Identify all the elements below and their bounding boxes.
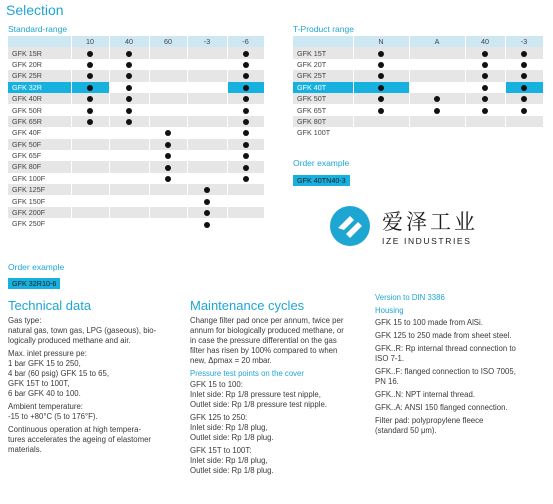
- table-row: [8, 93, 264, 104]
- availability-dot-icon: [482, 73, 488, 79]
- text-line: 6 bar GFK 40 to 100.: [8, 389, 81, 398]
- table-cell: [149, 139, 187, 150]
- table-row: [8, 59, 264, 70]
- table-cell: [353, 70, 409, 81]
- row-label: GFK 65F: [8, 150, 71, 161]
- table-cell: [149, 59, 187, 70]
- row-label: GFK 65R: [8, 116, 71, 127]
- column-header: 40: [465, 36, 505, 47]
- table-cell: [71, 82, 109, 93]
- table-cell: [71, 150, 109, 161]
- row-label: GFK 100T: [293, 127, 353, 138]
- table-cell: [149, 93, 187, 104]
- table-cell: [187, 116, 227, 127]
- table-cell: [149, 70, 187, 81]
- column-header: -3: [505, 36, 543, 47]
- column-header: N: [353, 36, 409, 47]
- table-cell: [227, 218, 264, 229]
- maintenance-body: [190, 316, 370, 479]
- availability-dot-icon: [378, 96, 384, 102]
- table-row: [293, 116, 543, 127]
- table-cell: [71, 116, 109, 127]
- column-header: A: [409, 36, 465, 47]
- availability-dot-icon: [126, 108, 132, 114]
- table-cell: [465, 70, 505, 81]
- table-row: [293, 127, 543, 138]
- table-cell: [149, 116, 187, 127]
- table-cell: [71, 173, 109, 184]
- t-product-range-table: [293, 36, 544, 139]
- row-label: GFK 80T: [293, 116, 353, 127]
- table-header-blank: [8, 36, 71, 47]
- table-cell: [353, 104, 409, 115]
- table-cell: [71, 70, 109, 81]
- column-header: 10: [71, 36, 109, 47]
- availability-dot-icon: [165, 176, 171, 182]
- table-cell: [505, 93, 543, 104]
- availability-dot-icon: [165, 130, 171, 136]
- maintenance-intro: [190, 316, 370, 366]
- t-order-example-value: GFK 40TN40-3: [293, 175, 350, 186]
- table-cell: [109, 150, 149, 161]
- table-cell: [71, 59, 109, 70]
- availability-dot-icon: [243, 73, 249, 79]
- table-cell: [187, 127, 227, 138]
- text-line: logically produced methane and air.: [8, 336, 131, 345]
- table-cell: [409, 70, 465, 81]
- row-label: GFK 125F: [8, 184, 71, 195]
- table-cell: [187, 218, 227, 229]
- housing-title: Housing: [375, 306, 404, 315]
- table-cell: [505, 127, 543, 138]
- availability-dot-icon: [521, 51, 527, 57]
- availability-dot-icon: [521, 108, 527, 114]
- table-cell: [505, 116, 543, 127]
- availability-dot-icon: [165, 153, 171, 159]
- text-line: natural gas, town gas, LPG (gaseous), bio-: [8, 326, 157, 335]
- table-cell: [505, 47, 543, 58]
- availability-dot-icon: [126, 73, 132, 79]
- row-label: GFK 32R: [8, 82, 71, 93]
- row-label: GFK 50R: [8, 104, 71, 115]
- table-cell: [227, 195, 264, 206]
- row-label: GFK 200F: [8, 207, 71, 218]
- text-line: new, Δpmax = 20 mbar.: [190, 356, 272, 365]
- table-row: [8, 116, 264, 127]
- table-cell: [187, 184, 227, 195]
- text-line: Filter pad: polypropylene fleece: [375, 416, 484, 425]
- table-cell: [109, 184, 149, 195]
- availability-dot-icon: [126, 51, 132, 57]
- table-cell: [71, 139, 109, 150]
- text-line: GFK..R: Rp internal thread connection to: [375, 344, 516, 353]
- text-line: GFK..A: ANSI 150 flanged connection.: [375, 403, 508, 412]
- text-line: GFK 15T to 100T,: [8, 379, 70, 388]
- table-row: [8, 104, 264, 115]
- text-line: Inlet side: Rp 1/8 plug,: [190, 456, 268, 465]
- text-line: Max. inlet pressure pe:: [8, 349, 87, 358]
- table-row: [8, 150, 264, 161]
- text-line: 1 bar GFK 15 to 250,: [8, 359, 81, 368]
- availability-dot-icon: [126, 96, 132, 102]
- row-label: GFK 40T: [293, 82, 353, 93]
- table-cell: [71, 104, 109, 115]
- row-label: GFK 65T: [293, 104, 353, 115]
- text-line: Ambient temperature:: [8, 402, 83, 411]
- availability-dot-icon: [378, 62, 384, 68]
- table-cell: [227, 207, 264, 218]
- table-cell: [71, 127, 109, 138]
- table-cell: [149, 82, 187, 93]
- row-label: GFK 25R: [8, 70, 71, 81]
- text-line: Outlet side: Rp 1/8 pressure test nipple.: [190, 400, 327, 409]
- table-row: [8, 139, 264, 150]
- row-label: GFK 25T: [293, 70, 353, 81]
- availability-dot-icon: [243, 153, 249, 159]
- table-cell: [227, 184, 264, 195]
- table-cell: [409, 116, 465, 127]
- table-cell: [465, 93, 505, 104]
- table-cell: [109, 70, 149, 81]
- availability-dot-icon: [521, 85, 527, 91]
- table-cell: [409, 59, 465, 70]
- table-cell: [71, 207, 109, 218]
- table-cell: [187, 59, 227, 70]
- table-cell: [149, 195, 187, 206]
- row-label: GFK 150F: [8, 195, 71, 206]
- table-cell: [227, 47, 264, 58]
- table-cell: [71, 93, 109, 104]
- availability-dot-icon: [87, 62, 93, 68]
- technical-paragraph: [8, 425, 186, 455]
- order-example-value: GFK 32R10-6: [8, 278, 60, 289]
- row-label: GFK 40R: [8, 93, 71, 104]
- table-row: [8, 161, 264, 172]
- availability-dot-icon: [243, 51, 249, 57]
- pressure-test-group: [190, 380, 370, 410]
- availability-dot-icon: [378, 73, 384, 79]
- table-cell: [187, 195, 227, 206]
- table-cell: [353, 127, 409, 138]
- table-row: [8, 173, 264, 184]
- table-cell: [187, 82, 227, 93]
- table-cell: [409, 104, 465, 115]
- table-cell: [187, 93, 227, 104]
- table-cell: [187, 104, 227, 115]
- technical-data-title: Technical data: [8, 298, 92, 313]
- table-row: [293, 70, 543, 81]
- table-cell: [505, 70, 543, 81]
- table-row: [8, 127, 264, 138]
- text-line: Inlet side: Rp 1/8 pressure test nipple,: [190, 390, 321, 399]
- column-header: 60: [149, 36, 187, 47]
- availability-dot-icon: [204, 210, 210, 216]
- text-line: filter has risen by 100% compared to when: [190, 346, 338, 355]
- standard-range-label: Standard-range: [8, 24, 68, 34]
- table-cell: [465, 104, 505, 115]
- table-cell: [187, 47, 227, 58]
- housing-paragraph: [375, 344, 550, 364]
- logo-chinese-text: 爱泽工业: [382, 210, 478, 234]
- availability-dot-icon: [521, 96, 527, 102]
- availability-dot-icon: [243, 142, 249, 148]
- t-product-range-label: T-Product range: [293, 24, 354, 34]
- table-row: [293, 93, 543, 104]
- table-cell: [227, 150, 264, 161]
- table-cell: [409, 93, 465, 104]
- table-cell: [109, 82, 149, 93]
- table-cell: [109, 139, 149, 150]
- text-line: in case the pressure differential on the gas: [190, 336, 337, 345]
- housing-paragraph: [375, 416, 550, 436]
- table-cell: [109, 93, 149, 104]
- housing-paragraph: [375, 390, 550, 400]
- column-header: -3: [187, 36, 227, 47]
- table-cell: [149, 207, 187, 218]
- table-row: [8, 70, 264, 81]
- availability-dot-icon: [87, 108, 93, 114]
- table-cell: [227, 82, 264, 93]
- text-line: GFK..F: flanged connection to ISO 7005,: [375, 367, 516, 376]
- text-line: 4 bar (60 psig) GFK 15 to 65,: [8, 369, 109, 378]
- row-label: GFK 15T: [293, 47, 353, 58]
- technical-paragraph: [8, 402, 186, 422]
- text-line: -15 to +80°C (5 to 176°F).: [8, 412, 98, 421]
- text-line: GFK..N: NPT internal thread.: [375, 390, 475, 399]
- company-logo: [330, 206, 530, 256]
- table-cell: [71, 195, 109, 206]
- table-row: [293, 59, 543, 70]
- table-cell: [465, 116, 505, 127]
- table-cell: [353, 93, 409, 104]
- logo-english-text: IZE INDUSTRIES: [382, 236, 472, 246]
- text-line: GFK 125 to 250 made from sheet steel.: [375, 331, 512, 340]
- order-example-label: Order example: [8, 262, 65, 272]
- table-cell: [71, 218, 109, 229]
- table-cell: [465, 82, 505, 93]
- technical-data-body: [8, 316, 186, 458]
- table-header-blank: [293, 36, 353, 47]
- availability-dot-icon: [243, 119, 249, 125]
- text-line: annum for biologically produced methane, or: [190, 326, 344, 335]
- table-row: [8, 47, 264, 58]
- text-line: Outlet side: Rp 1/8 plug.: [190, 433, 274, 442]
- table-cell: [71, 161, 109, 172]
- pressure-test-group: [190, 413, 370, 443]
- table-cell: [505, 82, 543, 93]
- availability-dot-icon: [87, 51, 93, 57]
- table-cell: [109, 47, 149, 58]
- table-cell: [227, 173, 264, 184]
- availability-dot-icon: [165, 142, 171, 148]
- table-row: [293, 47, 543, 58]
- availability-dot-icon: [126, 119, 132, 125]
- table-cell: [465, 59, 505, 70]
- table-cell: [109, 218, 149, 229]
- table-cell: [409, 127, 465, 138]
- table-cell: [149, 150, 187, 161]
- table-row: [8, 82, 264, 93]
- table-cell: [109, 161, 149, 172]
- table-cell: [353, 47, 409, 58]
- table-cell: [109, 59, 149, 70]
- availability-dot-icon: [126, 85, 132, 91]
- table-cell: [227, 127, 264, 138]
- table-cell: [409, 82, 465, 93]
- table-cell: [409, 47, 465, 58]
- logo-mark-icon: [330, 206, 370, 246]
- availability-dot-icon: [434, 96, 440, 102]
- row-label: GFK 50F: [8, 139, 71, 150]
- availability-dot-icon: [204, 199, 210, 205]
- text-line: Continuous operation at high tempera-: [8, 425, 142, 434]
- row-label: GFK 20T: [293, 59, 353, 70]
- text-line: GFK 15 to 100:: [190, 380, 243, 389]
- table-cell: [353, 116, 409, 127]
- availability-dot-icon: [87, 96, 93, 102]
- table-cell: [227, 139, 264, 150]
- page-title: Selection: [6, 2, 64, 18]
- table-cell: [71, 47, 109, 58]
- text-line: ISO 7-1.: [375, 354, 405, 363]
- availability-dot-icon: [87, 73, 93, 79]
- table-cell: [71, 184, 109, 195]
- table-cell: [149, 161, 187, 172]
- table-cell: [227, 116, 264, 127]
- table-cell: [187, 150, 227, 161]
- row-label: GFK 250F: [8, 218, 71, 229]
- row-label: GFK 50T: [293, 93, 353, 104]
- availability-dot-icon: [521, 73, 527, 79]
- table-row: [8, 195, 264, 206]
- housing-body: [375, 318, 550, 439]
- table-row: [293, 104, 543, 115]
- housing-paragraph: [375, 367, 550, 387]
- text-line: Change filter pad once per annum, twice per: [190, 316, 344, 325]
- availability-dot-icon: [87, 119, 93, 125]
- table-cell: [505, 59, 543, 70]
- availability-dot-icon: [482, 62, 488, 68]
- housing-paragraph: [375, 318, 550, 328]
- text-line: Outlet side: Rp 1/8 plug.: [190, 466, 274, 475]
- table-cell: [109, 195, 149, 206]
- table-cell: [109, 116, 149, 127]
- table-cell: [465, 127, 505, 138]
- row-label: GFK 15R: [8, 47, 71, 58]
- table-cell: [227, 104, 264, 115]
- technical-paragraph: [8, 349, 186, 399]
- availability-dot-icon: [482, 51, 488, 57]
- table-row: [293, 82, 543, 93]
- text-line: GFK 15T to 100T:: [190, 446, 252, 455]
- row-label: GFK 40F: [8, 127, 71, 138]
- table-cell: [149, 173, 187, 184]
- table-cell: [227, 161, 264, 172]
- t-order-example-label: Order example: [293, 158, 350, 168]
- maintenance-title: Maintenance cycles: [190, 298, 305, 313]
- table-cell: [227, 93, 264, 104]
- pressure-test-group: [190, 446, 370, 476]
- housing-paragraph: [375, 331, 550, 341]
- din-version-title: Version to DIN 3386: [375, 293, 445, 302]
- table-cell: [227, 59, 264, 70]
- availability-dot-icon: [243, 176, 249, 182]
- availability-dot-icon: [378, 85, 384, 91]
- table-cell: [465, 47, 505, 58]
- table-row: [8, 218, 264, 229]
- table-cell: [109, 173, 149, 184]
- table-cell: [109, 104, 149, 115]
- pressure-test-title: Pressure test points on the cover: [190, 369, 304, 378]
- standard-range-table: [8, 36, 265, 230]
- availability-dot-icon: [482, 85, 488, 91]
- column-header: -6: [227, 36, 264, 47]
- text-line: tures accelerates the ageing of elastomer: [8, 435, 152, 444]
- table-cell: [505, 104, 543, 115]
- technical-paragraph: [8, 316, 186, 346]
- availability-dot-icon: [204, 187, 210, 193]
- table-cell: [187, 70, 227, 81]
- table-cell: [353, 82, 409, 93]
- row-label: GFK 100F: [8, 173, 71, 184]
- row-label: GFK 80F: [8, 161, 71, 172]
- availability-dot-icon: [204, 222, 210, 228]
- availability-dot-icon: [87, 85, 93, 91]
- text-line: Inlet side: Rp 1/8 plug,: [190, 423, 268, 432]
- table-cell: [109, 207, 149, 218]
- table-cell: [149, 104, 187, 115]
- text-line: (standard 50 μm).: [375, 426, 437, 435]
- text-line: Gas type:: [8, 316, 42, 325]
- column-header: 40: [109, 36, 149, 47]
- text-line: PN 16.: [375, 377, 399, 386]
- table-cell: [187, 139, 227, 150]
- availability-dot-icon: [482, 108, 488, 114]
- housing-paragraph: [375, 403, 550, 413]
- text-line: materials.: [8, 445, 42, 454]
- availability-dot-icon: [521, 62, 527, 68]
- table-cell: [149, 47, 187, 58]
- availability-dot-icon: [243, 85, 249, 91]
- table-cell: [353, 59, 409, 70]
- table-cell: [149, 218, 187, 229]
- table-cell: [149, 184, 187, 195]
- availability-dot-icon: [378, 108, 384, 114]
- availability-dot-icon: [243, 130, 249, 136]
- availability-dot-icon: [243, 165, 249, 171]
- availability-dot-icon: [243, 108, 249, 114]
- availability-dot-icon: [434, 108, 440, 114]
- table-cell: [109, 127, 149, 138]
- availability-dot-icon: [243, 62, 249, 68]
- table-cell: [149, 127, 187, 138]
- table-cell: [187, 161, 227, 172]
- table-cell: [227, 70, 264, 81]
- availability-dot-icon: [243, 96, 249, 102]
- availability-dot-icon: [165, 165, 171, 171]
- availability-dot-icon: [378, 51, 384, 57]
- text-line: GFK 15 to 100 made from AlSi.: [375, 318, 483, 327]
- table-cell: [187, 173, 227, 184]
- table-row: [8, 184, 264, 195]
- text-line: GFK 125 to 250:: [190, 413, 248, 422]
- table-cell: [187, 207, 227, 218]
- table-row: [8, 207, 264, 218]
- row-label: GFK 20R: [8, 59, 71, 70]
- availability-dot-icon: [126, 62, 132, 68]
- availability-dot-icon: [482, 96, 488, 102]
